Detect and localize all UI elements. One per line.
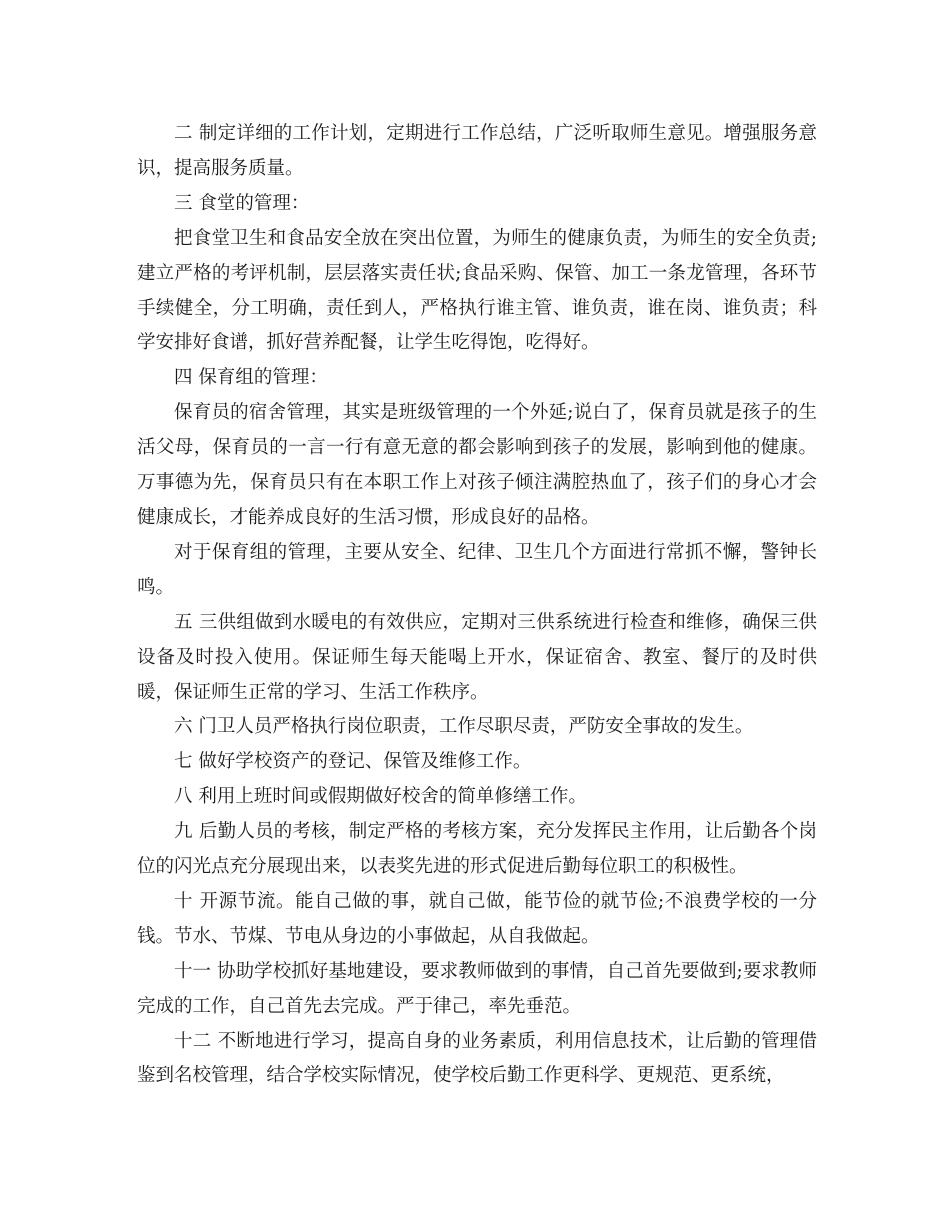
heading-section-4: 四 保育组的管理： <box>174 367 328 389</box>
paragraph-section-9: 九 后勤人员的考核，制定严格的考核方案，充分发挥民主作用，让后勤各个岗位的闪光点充分展现出来，以表奖先进的形式促进后勤每位职工的积极性。 <box>137 821 817 878</box>
paragraph-section-6: 六 门卫人员严格执行岗位职责，工作尽职尽责，严防安全事故的发生。 <box>174 716 754 738</box>
paragraph-section-7: 七 做好学校资产的登记、保管及维修工作。 <box>174 751 532 773</box>
paragraph-childcare: 保育员的宿舍管理，其实是班级管理的一个外延;说白了，保育员就是孩子的生活父母，保育员的一言一行有意无意的都会影响到孩子的发展，影响到他的健康。万事德为先，保育员只有在本职工作上对孩子倾注满腔热血了，孩子们的身心才会健康成长，才能养成良好的生活习惯，形成良好的品格。 <box>137 402 817 528</box>
document-body <box>137 117 817 1094</box>
heading-section-3: 三 食堂的管理： <box>174 192 310 214</box>
paragraph-section-5: 五 三供组做到水暖电的有效供应，定期对三供系统进行检查和维修，确保三供设备及时投入使用。保证师生每天能喝上开水，保证宿舍、教室、餐厅的及时供暖，保证师生正常的学习、生活工作秩序。 <box>137 611 817 703</box>
paragraph-section-12: 十二 不断地进行学习，提高自身的业务素质，利用信息技术，让后勤的管理借鉴到名校管理，结合学校实际情况，使学校后勤工作更科学、更规范、更系统， <box>137 1030 817 1087</box>
paragraph-section-8: 八 利用上班时间或假期做好校舍的简单修缮工作。 <box>174 786 587 808</box>
paragraph-section-10: 十 开源节流。能自己做的事，就自己做，能节俭的就节俭;不浪费学校的一分钱。节水、节煤、节电从身边的小事做起，从自我做起。 <box>137 890 817 947</box>
paragraph-section-11: 十一 协助学校抓好基地建设，要求教师做到的事情，自己首先要做到;要求教师完成的工作，自己首先去完成。严于律己，率先垂范。 <box>137 960 817 1017</box>
paragraph-childcare-management: 对于保育组的管理，主要从安全、纪律、卫生几个方面进行常抓不懈，警钟长鸣。 <box>137 541 817 598</box>
paragraph-section-2: 二 制定详细的工作计划，定期进行工作总结，广泛听取师生意见。增强服务意识，提高服务质量。 <box>137 123 817 179</box>
paragraph-canteen: 把食堂卫生和食品安全放在突出位置，为师生的健康负责，为师生的安全负责;建立严格的考评机制，层层落实责任状;食品采购、保管、加工一条龙管理，各环节手续健全，分工明确，责任到人，严格执行谁主管、谁负责，谁在岗、谁负责；科学安排好食谱，抓好营养配餐，让学生吃得饱，吃得好。 <box>137 227 817 354</box>
